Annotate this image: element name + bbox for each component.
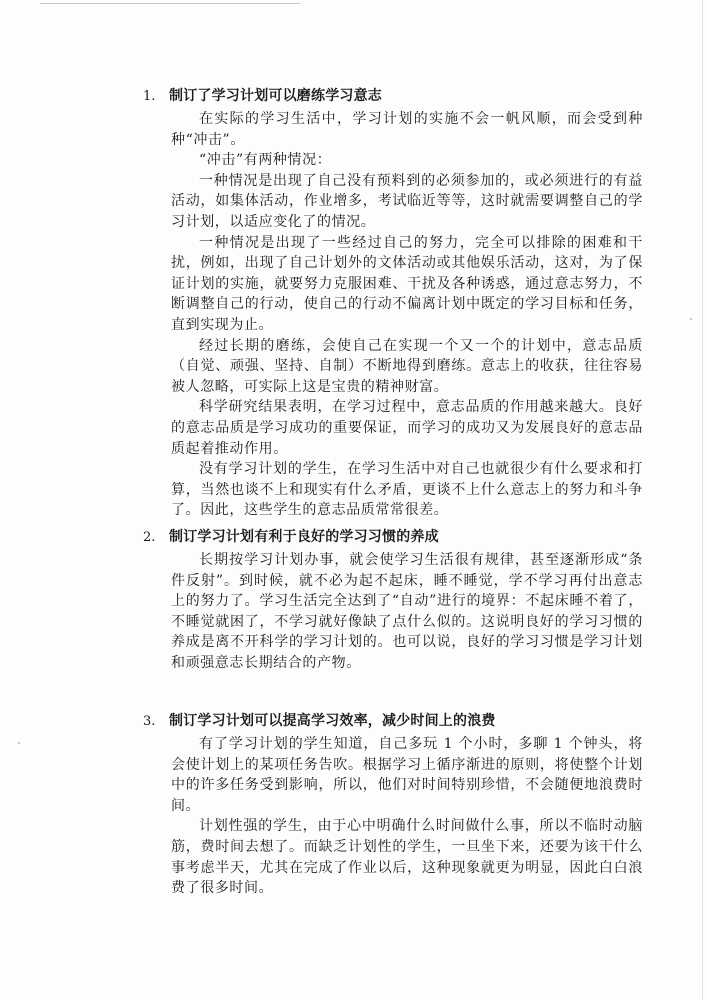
- section-body: [171, 550, 643, 674]
- section-1: [143, 86, 653, 521]
- paragraph: 科学研究结果表明，在学习过程中，意志品质的作用越来越大。良好的意志品质是学习成功的重要保证，而学习的成功又为发展良好的意志品质起着推动作用。: [171, 399, 643, 457]
- paragraph: 计划性强的学生，由于心中明确什么时间做什么事，所以不临时动脑筋，费时间去想了。而缺乏计划性的学生，一旦坐下来，还要为该干什么事考虑半天，尤其在完成了作业以后，这种现象就更为明显，因此白白浪费了很多时间。: [171, 818, 643, 897]
- paragraph: 有了学习计划的学生知道，自己多玩 1 个小时，多聊 1 个钟头，将会使计划上的某项任务告吹。根据学习上循序渐进的原则，将使整个计划中的许多任务受到影响，所以，他们对时间特别珍惜，不会随便地浪费时间。: [171, 736, 643, 814]
- section-title: 制订了学习计划可以磨练学习意志: [169, 88, 382, 104]
- paragraph: 经过长期的磨练，会使自己在实现一个又一个的计划中，意志品质（自觉、顽强、坚持、自制）不断地得到磨练。意志上的收获，往往容易被人忽略，可实际上这是宝贵的精神财富。: [171, 337, 643, 395]
- section-number: 3.: [143, 714, 156, 729]
- paragraph: 一种情况是出现了自己没有预料到的必须参加的，或必须进行的有益活动，如集体活动，作业增多，考试临近等等，这时就需要调整自己的学习计划，以适应变化了的情况。: [171, 172, 643, 230]
- section-body: [171, 109, 643, 521]
- paragraph: “冲击”有两种情况：: [199, 152, 332, 169]
- section-heading: [143, 86, 653, 107]
- scan-artifact-line: [40, 3, 300, 4]
- section-number: 1.: [143, 89, 156, 104]
- paragraph: 一种情况是出现了一些经过自己的努力，完全可以排除的困难和干扰，例如，出现了自己计划外的文体活动或其他娱乐活动，这对，为了保证计划的实施，就要努力克服困难、干扰及各种诱惑，通过意志努力，不断调整自己的行动，使自己的行动不偏离计划中既定的学习目标和任务，直到实现为止。: [171, 234, 643, 333]
- section-title: 制订学习计划有利于良好的学习习惯的养成: [169, 529, 439, 545]
- section-2: [143, 527, 653, 674]
- paragraph: 在实际的学习生活中，学习计划的实施不会一帆风顺，而会受到种种“冲击”。: [171, 111, 643, 148]
- paragraph: 没有学习计划的学生，在学习生活中对自己也就很少有什么要求和打算，当然也谈不上和现实有什么矛盾，更谈不上什么意志上的努力和斗争了。因此，这些学生的意志品质常常很差。: [171, 461, 643, 519]
- section-title: 制订学习计划可以提高学习效率，减少时间上的浪费: [169, 713, 496, 729]
- scan-speck: [18, 742, 20, 744]
- section-heading: [143, 711, 653, 732]
- section-3: [143, 711, 653, 899]
- section-heading: [143, 527, 653, 548]
- section-body: [171, 734, 643, 899]
- section-number: 2.: [143, 530, 156, 545]
- scan-artifact-edge: [702, 0, 703, 1000]
- paragraph: 长期按学习计划办事，就会使学习生活很有规律，甚至逐渐形成“条件反射”。到时候，就不必为起不起床，睡不睡觉，学不学习再付出意志上的努力了。学习生活完全达到了“自动”进行的境界：不起床睡不着了，不睡觉就困了，不学习就好像缺了点什么似的。这说明良好的学习习惯的养成是离不开科学的学习计划的。也可以说，良好的学习习惯是学习计划和顽强意志长期结合的产物。: [171, 552, 643, 671]
- scan-speck: [690, 318, 692, 320]
